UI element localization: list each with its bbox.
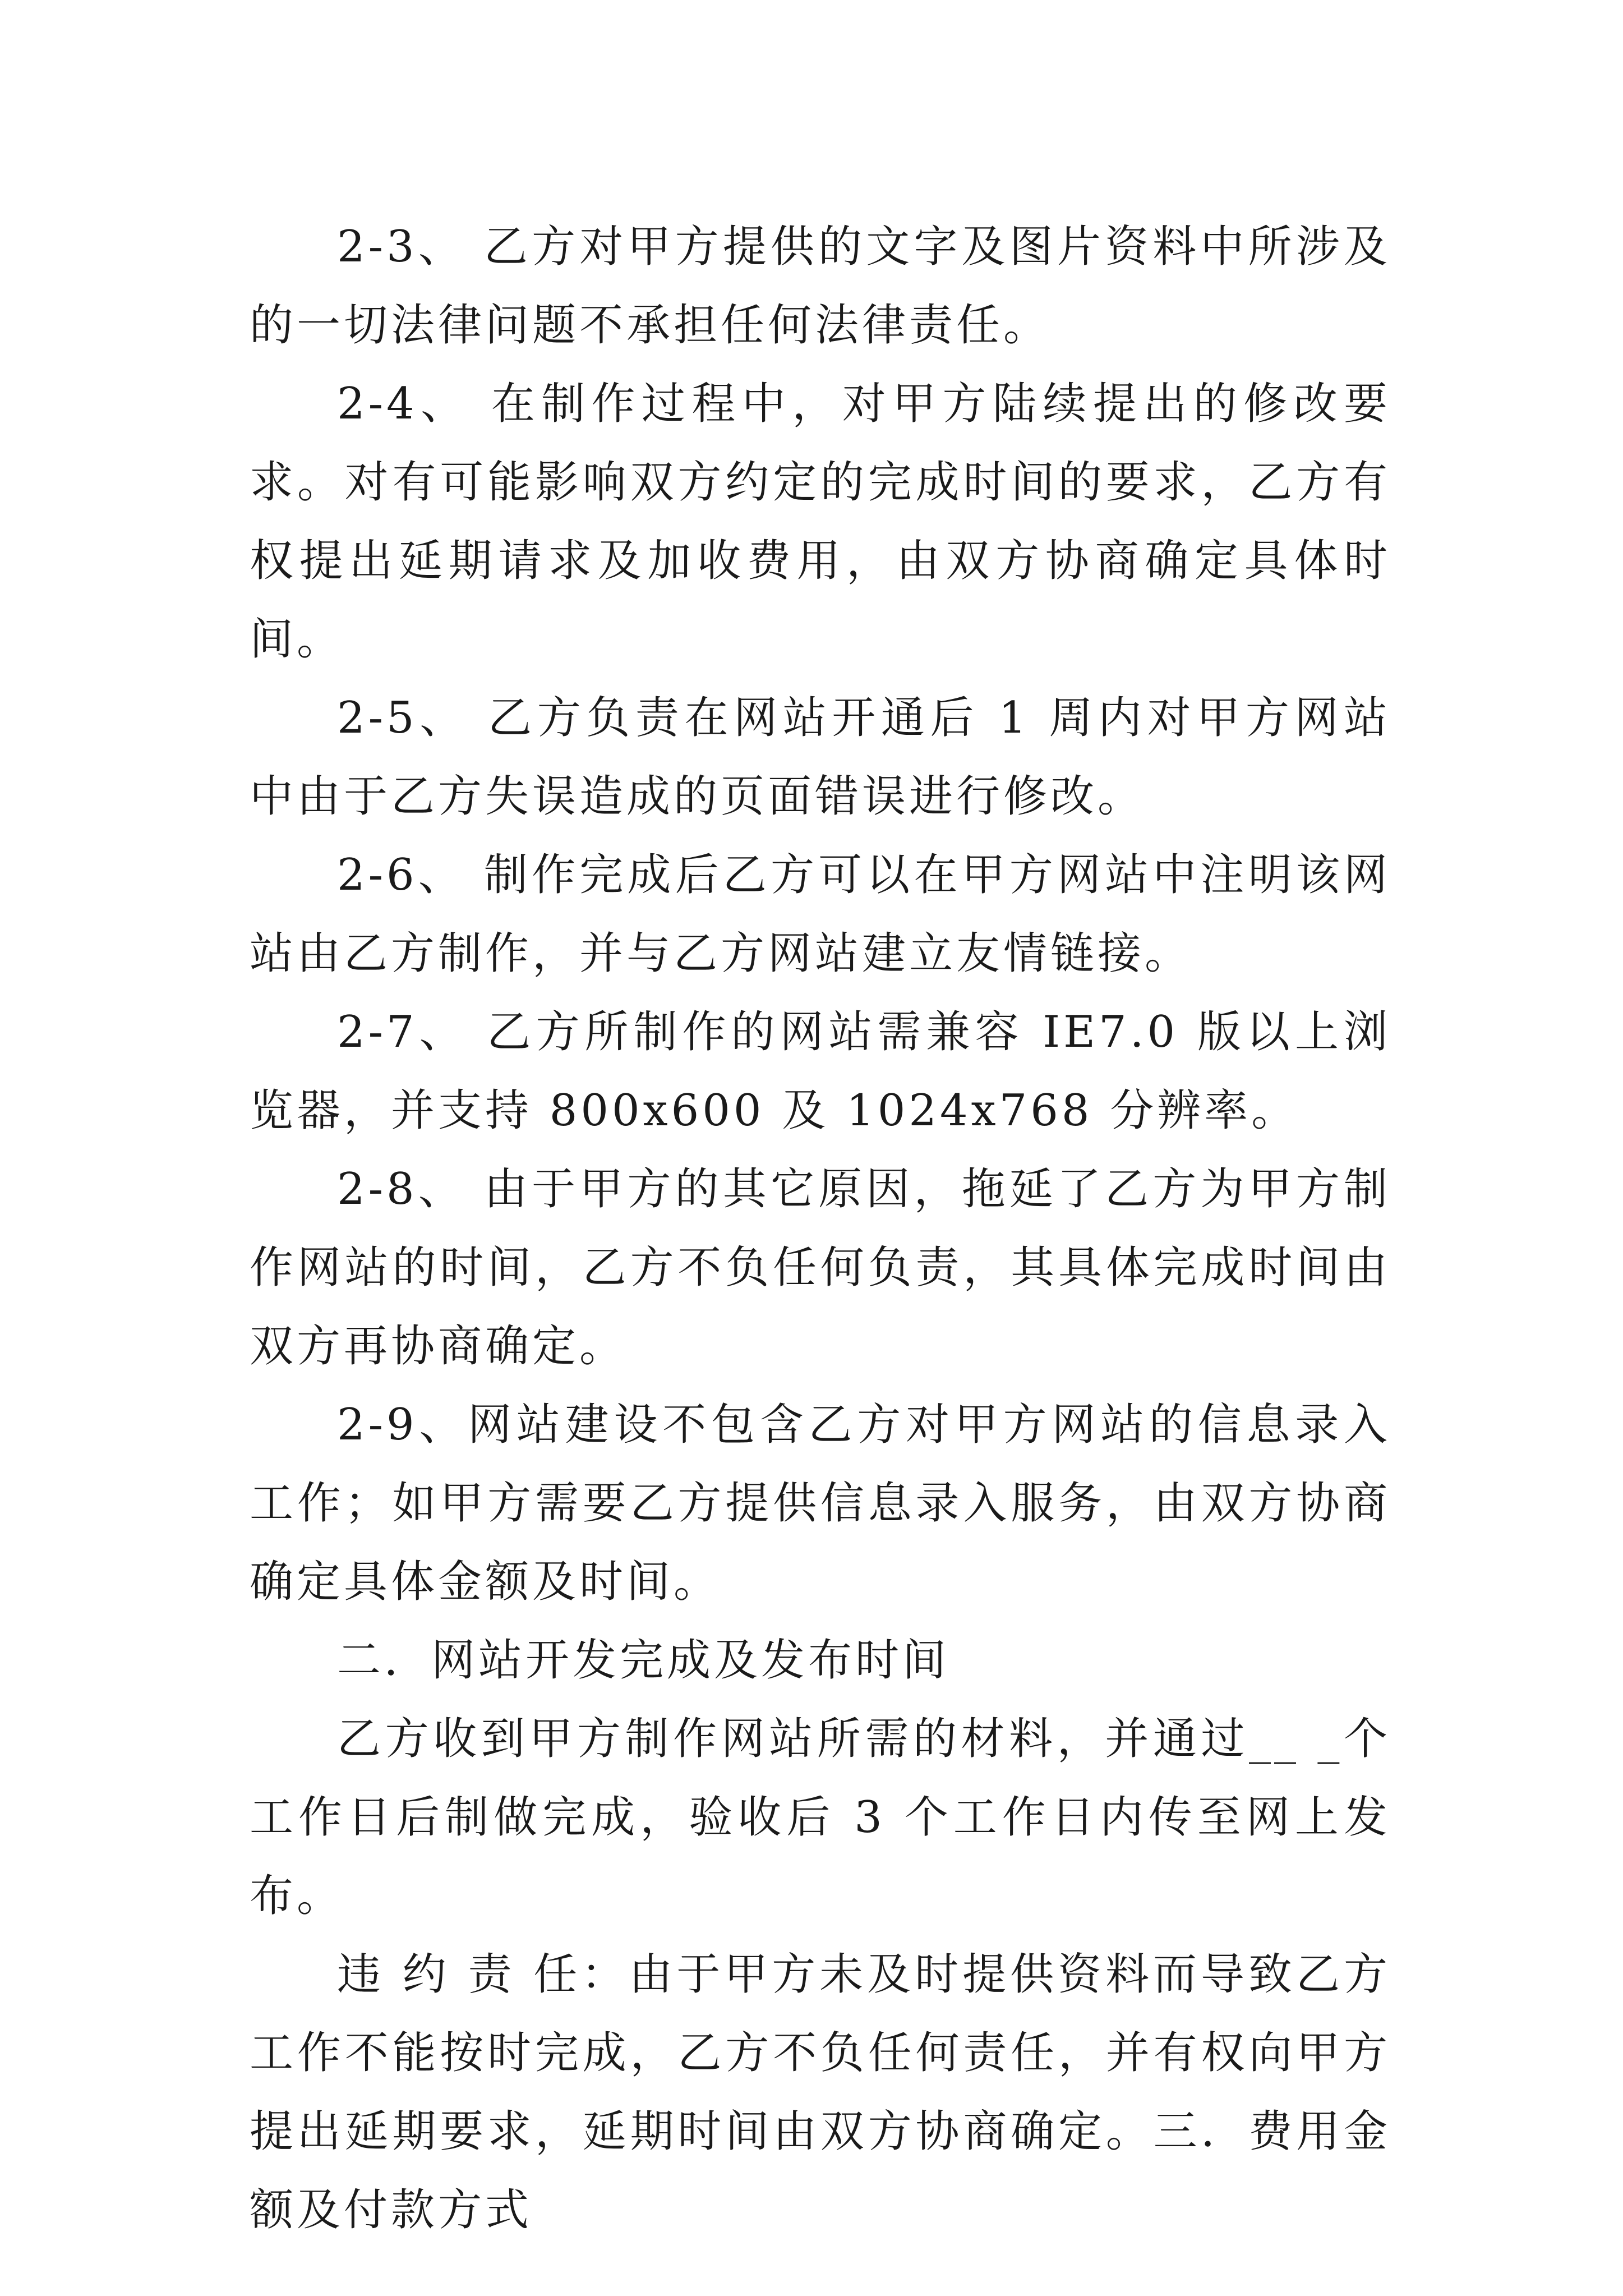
clause-2-8: 2-8、 由于甲方的其它原因，拖延了乙方为甲方制作网站的时间，乙方不负任何负责，其具体完成时间由双方再协商确定。 xyxy=(250,1164,1391,1372)
completion-time-paragraph: 乙方收到甲方制作网站所需的材料，并通过__ _个工作日后制做完成，验收后 3 个工作日内传至网上发布。 xyxy=(250,1714,1391,1921)
breach-liability-paragraph: 违 约 责 任：由于甲方未及时提供资料而导致乙方工作不能按时完成，乙方不负任何责任，并有权向甲方提出延期要求，延期时间由双方协商确定。三．费用金额及付款方式 xyxy=(250,1949,1391,2235)
clause-2-4: 2-4、 在制作过程中，对甲方陆续提出的修改要求。对有可能影响双方约定的完成时间的要求，乙方有权提出延期请求及加收费用，由双方协商确定具体时间。 xyxy=(250,379,1391,665)
clause-2-5: 2-5、 乙方负责在网站开通后 1 周内对甲方网站中由于乙方失误造成的页面错误进行修改。 xyxy=(250,693,1391,822)
clause-2-7: 2-7、 乙方所制作的网站需兼容 IE7.0 版以上浏览器，并支持 800x600 及 1024x768 分辨率。 xyxy=(250,1007,1391,1136)
clause-2-6: 2-6、 制作完成后乙方可以在甲方网站中注明该网站由乙方制作，并与乙方网站建立友情链接。 xyxy=(250,850,1391,979)
document-body xyxy=(250,208,1391,2249)
section-heading-2: 二．网站开发完成及发布时间 xyxy=(337,1635,950,1686)
clause-2-9: 2-9、网站建设不包含乙方对甲方网站的信息录入工作；如甲方需要乙方提供信息录入服务，由双方协商确定具体金额及时间。 xyxy=(250,1400,1391,1607)
clause-2-3: 2-3、 乙方对甲方提供的文字及图片资料中所涉及的一切法律问题不承担任何法律责任。 xyxy=(250,222,1391,351)
